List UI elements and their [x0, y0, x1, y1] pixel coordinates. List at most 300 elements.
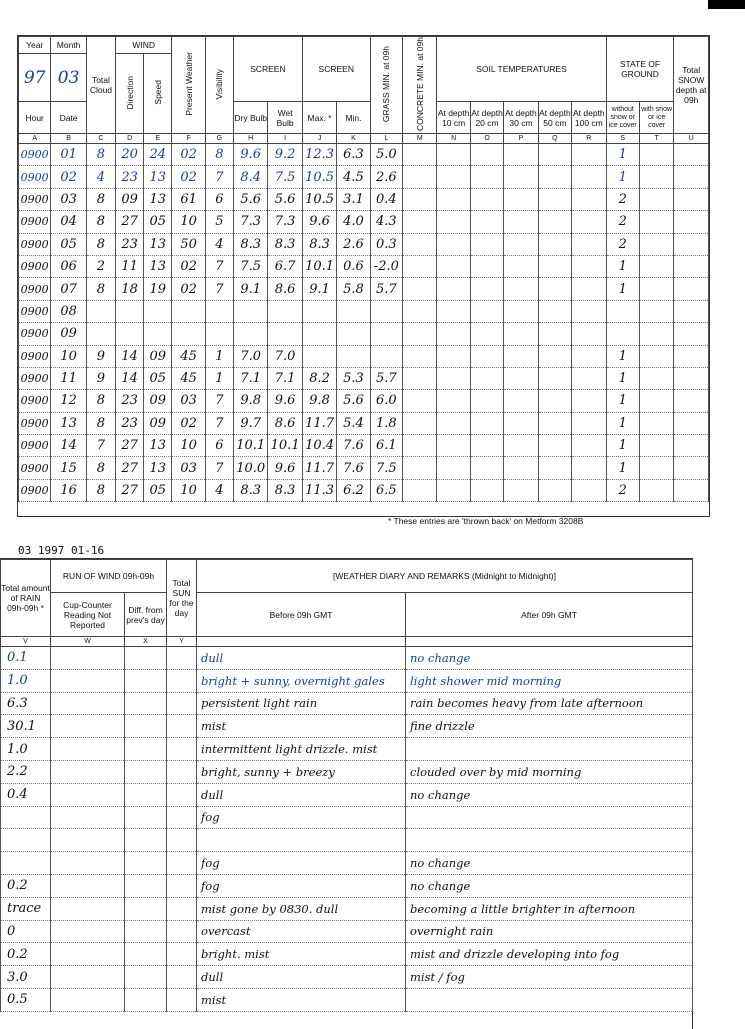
wind-header: WIND: [116, 37, 172, 54]
observation-row: [19, 278, 709, 300]
obs-pw: 02: [172, 166, 205, 188]
obs-cloud: 8: [86, 233, 115, 255]
obs-empty-cell: [504, 367, 538, 389]
diary-before: intermittent light drizzle. mist: [197, 738, 406, 761]
obs-empty-cell: [437, 144, 470, 166]
obs-empty-cell: [470, 457, 503, 479]
screen-header: SCREEN: [233, 37, 302, 102]
obs-pw: [172, 323, 205, 345]
obs-hour: 0900: [19, 345, 51, 367]
obs-empty-cell: [674, 300, 709, 322]
year-label: Year: [19, 37, 51, 54]
obs-empty-cell: [437, 412, 470, 434]
diary-diff: [125, 738, 167, 761]
obs-min: 5.4: [337, 412, 370, 434]
soil-20cm-header: At depth 20 cm: [470, 102, 503, 134]
diary-after: mist / fog: [406, 966, 693, 989]
obs-grass: [370, 323, 402, 345]
obs-dry: 10.1: [233, 435, 267, 457]
obs-spd: 13: [144, 188, 172, 210]
diary-after: light shower mid morning: [406, 669, 693, 692]
diary-header: [WEATHER DIARY AND REMARKS (Midnight to Midnight)]: [197, 560, 693, 593]
diary-row: [1, 874, 693, 897]
obs-spd: 09: [144, 390, 172, 412]
column-letter: I: [268, 134, 302, 144]
diary-rain: 0.5: [1, 988, 51, 1011]
obs-date: 10: [51, 345, 86, 367]
obs-empty-cell: [538, 435, 571, 457]
diary-row: [1, 829, 693, 852]
obs-empty-cell: [470, 390, 503, 412]
obs-dir: 18: [116, 278, 144, 300]
obs-min: 2.6: [337, 233, 370, 255]
diary-cup-counter: [51, 806, 125, 829]
diary-after: fine drizzle: [406, 715, 693, 738]
diary-before: mist gone by 0830. dull: [197, 897, 406, 920]
diary-letter-row: [1, 637, 693, 647]
obs-date: 02: [51, 166, 86, 188]
obs-date: 08: [51, 300, 86, 322]
diary-row: [1, 943, 693, 966]
diary-before: dull: [197, 783, 406, 806]
diary-form: [0, 558, 693, 1029]
column-letter: Q: [538, 134, 571, 144]
obs-empty-cell: [674, 211, 709, 233]
obs-empty-cell: [572, 300, 606, 322]
diary-cup-counter: [51, 783, 125, 806]
column-letter: K: [337, 134, 370, 144]
obs-empty-cell: [538, 278, 571, 300]
diary-before: fog: [197, 806, 406, 829]
obs-empty-cell: [470, 166, 503, 188]
obs-dir: 27: [116, 435, 144, 457]
column-letter-row: [19, 134, 709, 144]
obs-dry: 9.1: [233, 278, 267, 300]
obs-hour: 0900: [19, 390, 51, 412]
column-letter: E: [144, 134, 172, 144]
obs-empty-cell: [437, 278, 470, 300]
diary-rain: 30.1: [1, 715, 51, 738]
obs-vis: 5: [205, 211, 233, 233]
obs-empty-cell: [538, 367, 571, 389]
diary-after: [406, 806, 693, 829]
obs-state-of-ground: 1: [606, 144, 639, 166]
diary-before: fog: [197, 874, 406, 897]
obs-dir: 23: [116, 390, 144, 412]
diary-row: [1, 715, 693, 738]
obs-wet: 6.7: [268, 255, 302, 277]
diary-sun: [167, 829, 197, 852]
obs-state-of-ground: 2: [606, 233, 639, 255]
obs-grass: 4.3: [370, 211, 402, 233]
column-letter: X: [125, 637, 167, 647]
diary-after: becoming a little brighter in afternoon: [406, 897, 693, 920]
obs-pw: 03: [172, 457, 205, 479]
diary-after: no change: [406, 783, 693, 806]
column-letter: D: [116, 134, 144, 144]
obs-empty-cell: [572, 144, 606, 166]
diary-row: [1, 920, 693, 943]
obs-empty-cell: [538, 345, 571, 367]
diary-rain: 0.2: [1, 874, 51, 897]
obs-date: 04: [51, 211, 86, 233]
diary-sun: [167, 738, 197, 761]
corner-mark: [708, 0, 745, 9]
obs-grass: 6.5: [370, 479, 402, 501]
obs-dry: 9.7: [233, 412, 267, 434]
obs-empty-cell: [674, 233, 709, 255]
obs-dir: 27: [116, 211, 144, 233]
obs-grass: -2.0: [370, 255, 402, 277]
obs-empty-cell: [639, 233, 673, 255]
obs-empty-cell: [437, 390, 470, 412]
obs-empty-cell: [572, 345, 606, 367]
obs-empty-cell: [538, 144, 571, 166]
obs-max: [302, 345, 336, 367]
obs-empty-cell: [538, 390, 571, 412]
obs-empty-cell: [437, 345, 470, 367]
wind-direction-header: Direction: [116, 54, 144, 134]
obs-max: 10.5: [302, 166, 336, 188]
obs-state-of-ground: [606, 323, 639, 345]
obs-spd: 05: [144, 479, 172, 501]
total-rain-header: Total amount of RAIN 09h-09h *: [1, 560, 51, 637]
obs-date: 14: [51, 435, 86, 457]
diary-before: bright, sunny + breezy: [197, 760, 406, 783]
obs-empty-cell: [639, 323, 673, 345]
obs-empty-cell: [470, 211, 503, 233]
soil-30cm-header: At depth 30 cm: [504, 102, 538, 134]
obs-cloud: 4: [86, 166, 115, 188]
obs-cloud: 8: [86, 278, 115, 300]
obs-cloud: 9: [86, 367, 115, 389]
obs-empty-cell: [639, 345, 673, 367]
obs-hour: 0900: [19, 188, 51, 210]
obs-empty-cell: [639, 435, 673, 457]
state-of-ground-header: STATE OF GROUND: [606, 37, 674, 102]
observation-row: [19, 233, 709, 255]
obs-max: 11.7: [302, 412, 336, 434]
obs-min: 4.0: [337, 211, 370, 233]
obs-empty-cell: [674, 188, 709, 210]
hour-label: Hour: [19, 102, 51, 134]
obs-wet: 8.3: [268, 233, 302, 255]
observation-row: [19, 323, 709, 345]
footnote: * These entries are 'thrown back' on Metform 3208B: [388, 516, 584, 526]
obs-empty-cell: [639, 367, 673, 389]
obs-max: 9.6: [302, 211, 336, 233]
diary-diff: [125, 829, 167, 852]
diary-diff: [125, 715, 167, 738]
obs-empty-cell: [437, 479, 470, 501]
obs-state-of-ground: 1: [606, 457, 639, 479]
column-letter-blank: [197, 637, 406, 647]
obs-dry: 5.6: [233, 188, 267, 210]
obs-empty-cell: [403, 233, 437, 255]
obs-date: 01: [51, 144, 86, 166]
obs-hour: 0900: [19, 300, 51, 322]
column-letter: J: [302, 134, 336, 144]
obs-grass: 5.0: [370, 144, 402, 166]
obs-empty-cell: [639, 166, 673, 188]
obs-state-of-ground: 1: [606, 435, 639, 457]
obs-cloud: 8: [86, 412, 115, 434]
obs-wet: 8.6: [268, 278, 302, 300]
obs-empty-cell: [538, 188, 571, 210]
obs-dry: 8.3: [233, 233, 267, 255]
obs-hour: 0900: [19, 144, 51, 166]
diary-cup-counter: [51, 692, 125, 715]
obs-wet: 7.1: [268, 367, 302, 389]
diary-sun: [167, 783, 197, 806]
obs-dir: 23: [116, 412, 144, 434]
diary-diff: [125, 692, 167, 715]
obs-min: [337, 345, 370, 367]
obs-wet: 7.0: [268, 345, 302, 367]
obs-empty-cell: [504, 300, 538, 322]
column-letter: R: [572, 134, 606, 144]
diary-rain: 0.4: [1, 783, 51, 806]
diary-after: no change: [406, 647, 693, 670]
diary-sun: [167, 852, 197, 875]
diary-before: dull: [197, 647, 406, 670]
obs-empty-cell: [403, 367, 437, 389]
obs-max: 10.4: [302, 435, 336, 457]
obs-date: 15: [51, 457, 86, 479]
cup-counter-header: Cup-Counter Reading Not Reported: [51, 593, 125, 637]
obs-max: 9.8: [302, 390, 336, 412]
obs-wet: 5.6: [268, 188, 302, 210]
obs-vis: 7: [205, 255, 233, 277]
obs-empty-cell: [639, 457, 673, 479]
obs-empty-cell: [504, 278, 538, 300]
obs-wet: 9.6: [268, 390, 302, 412]
diary-rain: 1.0: [1, 669, 51, 692]
diary-before: persistent light rain: [197, 692, 406, 715]
obs-state-of-ground: [606, 300, 639, 322]
obs-vis: 7: [205, 390, 233, 412]
obs-cloud: [86, 300, 115, 322]
observation-row: [19, 390, 709, 412]
obs-empty-cell: [674, 323, 709, 345]
observation-row: [19, 166, 709, 188]
obs-vis: 4: [205, 479, 233, 501]
obs-empty-cell: [538, 211, 571, 233]
column-letter: L: [370, 134, 402, 144]
obs-dir: 09: [116, 188, 144, 210]
column-letter: C: [86, 134, 115, 144]
diary-cup-counter: [51, 715, 125, 738]
obs-wet: [268, 323, 302, 345]
obs-empty-cell: [403, 300, 437, 322]
obs-empty-cell: [437, 367, 470, 389]
column-letter: B: [51, 134, 86, 144]
obs-empty-cell: [504, 479, 538, 501]
obs-empty-cell: [538, 233, 571, 255]
obs-cloud: [86, 323, 115, 345]
diary-row: [1, 760, 693, 783]
obs-wet: 7.5: [268, 166, 302, 188]
obs-spd: 13: [144, 166, 172, 188]
obs-pw: 02: [172, 144, 205, 166]
obs-empty-cell: [504, 390, 538, 412]
obs-cloud: 8: [86, 390, 115, 412]
obs-empty-cell: [470, 255, 503, 277]
diary-row: [1, 738, 693, 761]
column-letter: O: [470, 134, 503, 144]
diary-row: [1, 669, 693, 692]
obs-dry: 9.6: [233, 144, 267, 166]
total-cloud-header: Total Cloud: [86, 37, 115, 134]
diary-diff: [125, 920, 167, 943]
obs-date: 03: [51, 188, 86, 210]
obs-grass: 1.8: [370, 412, 402, 434]
obs-empty-cell: [504, 144, 538, 166]
obs-dry: 7.3: [233, 211, 267, 233]
obs-min: 7.6: [337, 457, 370, 479]
diary-sun: [167, 988, 197, 1011]
obs-empty-cell: [504, 323, 538, 345]
obs-spd: 24: [144, 144, 172, 166]
obs-vis: 8: [205, 144, 233, 166]
obs-dry: [233, 323, 267, 345]
diary-cup-counter: [51, 943, 125, 966]
diary-before: bright + sunny, overnight gales: [197, 669, 406, 692]
diary-before: fog: [197, 852, 406, 875]
obs-empty-cell: [674, 435, 709, 457]
column-letter: M: [403, 134, 437, 144]
diary-sun: [167, 760, 197, 783]
obs-cloud: 8: [86, 479, 115, 501]
obs-cloud: 9: [86, 345, 115, 367]
diary-diff: [125, 988, 167, 1011]
obs-min: 6.2: [337, 479, 370, 501]
obs-cloud: 8: [86, 188, 115, 210]
diary-rows: [1, 647, 693, 1012]
obs-empty-cell: [504, 412, 538, 434]
obs-spd: 13: [144, 457, 172, 479]
obs-state-of-ground: 2: [606, 211, 639, 233]
obs-hour: 0900: [19, 435, 51, 457]
obs-min: 7.6: [337, 435, 370, 457]
diary-cup-counter: [51, 966, 125, 989]
obs-dry: 7.0: [233, 345, 267, 367]
obs-cloud: 8: [86, 457, 115, 479]
diary-row: [1, 966, 693, 989]
obs-empty-cell: [403, 435, 437, 457]
obs-empty-cell: [639, 144, 673, 166]
obs-empty-cell: [674, 166, 709, 188]
obs-empty-cell: [504, 457, 538, 479]
obs-max: 12.3: [302, 144, 336, 166]
obs-empty-cell: [572, 211, 606, 233]
diary-sun: [167, 715, 197, 738]
obs-min: 4.5: [337, 166, 370, 188]
obs-spd: 13: [144, 435, 172, 457]
obs-empty-cell: [470, 233, 503, 255]
wind-speed-header: Speed: [144, 54, 172, 134]
obs-state-of-ground: 2: [606, 188, 639, 210]
observation-row: [19, 211, 709, 233]
obs-min: 0.6: [337, 255, 370, 277]
obs-hour: 0900: [19, 412, 51, 434]
obs-cloud: 2: [86, 255, 115, 277]
diary-cup-counter: [51, 874, 125, 897]
diary-sun: [167, 966, 197, 989]
diary-row: [1, 647, 693, 670]
obs-min: [337, 323, 370, 345]
obs-empty-cell: [504, 233, 538, 255]
column-letter: F: [172, 134, 205, 144]
obs-dry: 7.1: [233, 367, 267, 389]
obs-empty-cell: [437, 233, 470, 255]
obs-pw: 10: [172, 211, 205, 233]
obs-empty-cell: [639, 278, 673, 300]
diary-after: overnight rain: [406, 920, 693, 943]
diary-diff: [125, 874, 167, 897]
diary-rain: [1, 829, 51, 852]
obs-dir: 20: [116, 144, 144, 166]
diary-rain: 1.0: [1, 738, 51, 761]
column-letter: A: [19, 134, 51, 144]
diary-after: clouded over by mid morning: [406, 760, 693, 783]
diary-sun: [167, 669, 197, 692]
obs-dry: [233, 300, 267, 322]
diary-before: overcast: [197, 920, 406, 943]
obs-empty-cell: [403, 390, 437, 412]
obs-empty-cell: [674, 278, 709, 300]
obs-pw: 45: [172, 345, 205, 367]
observation-row: [19, 367, 709, 389]
obs-hour: 0900: [19, 479, 51, 501]
obs-empty-cell: [403, 345, 437, 367]
obs-empty-cell: [538, 457, 571, 479]
diary-cup-counter: [51, 920, 125, 943]
obs-grass: 0.4: [370, 188, 402, 210]
obs-grass: 6.1: [370, 435, 402, 457]
obs-empty-cell: [403, 412, 437, 434]
obs-state-of-ground: 1: [606, 166, 639, 188]
obs-date: 06: [51, 255, 86, 277]
column-letter: T: [639, 134, 673, 144]
obs-wet: 8.3: [268, 479, 302, 501]
obs-hour: 0900: [19, 367, 51, 389]
screen-maxmin-header: SCREEN: [302, 37, 370, 102]
obs-state-of-ground: 2: [606, 479, 639, 501]
obs-wet: [268, 300, 302, 322]
visibility-header: Visibility: [205, 37, 233, 134]
obs-empty-cell: [437, 255, 470, 277]
diary-cup-counter: [51, 647, 125, 670]
obs-empty-cell: [674, 144, 709, 166]
diary-row: [1, 692, 693, 715]
column-letter: Y: [167, 637, 197, 647]
obs-empty-cell: [639, 412, 673, 434]
obs-empty-cell: [538, 479, 571, 501]
obs-empty-cell: [470, 412, 503, 434]
column-letter: P: [504, 134, 538, 144]
obs-empty-cell: [403, 188, 437, 210]
date-label: Date: [51, 102, 86, 134]
obs-dir: 14: [116, 345, 144, 367]
obs-empty-cell: [538, 323, 571, 345]
obs-empty-cell: [504, 211, 538, 233]
obs-vis: 4: [205, 233, 233, 255]
diary-cup-counter: [51, 829, 125, 852]
diary-after: no change: [406, 874, 693, 897]
obs-empty-cell: [403, 144, 437, 166]
observation-row: [19, 188, 709, 210]
